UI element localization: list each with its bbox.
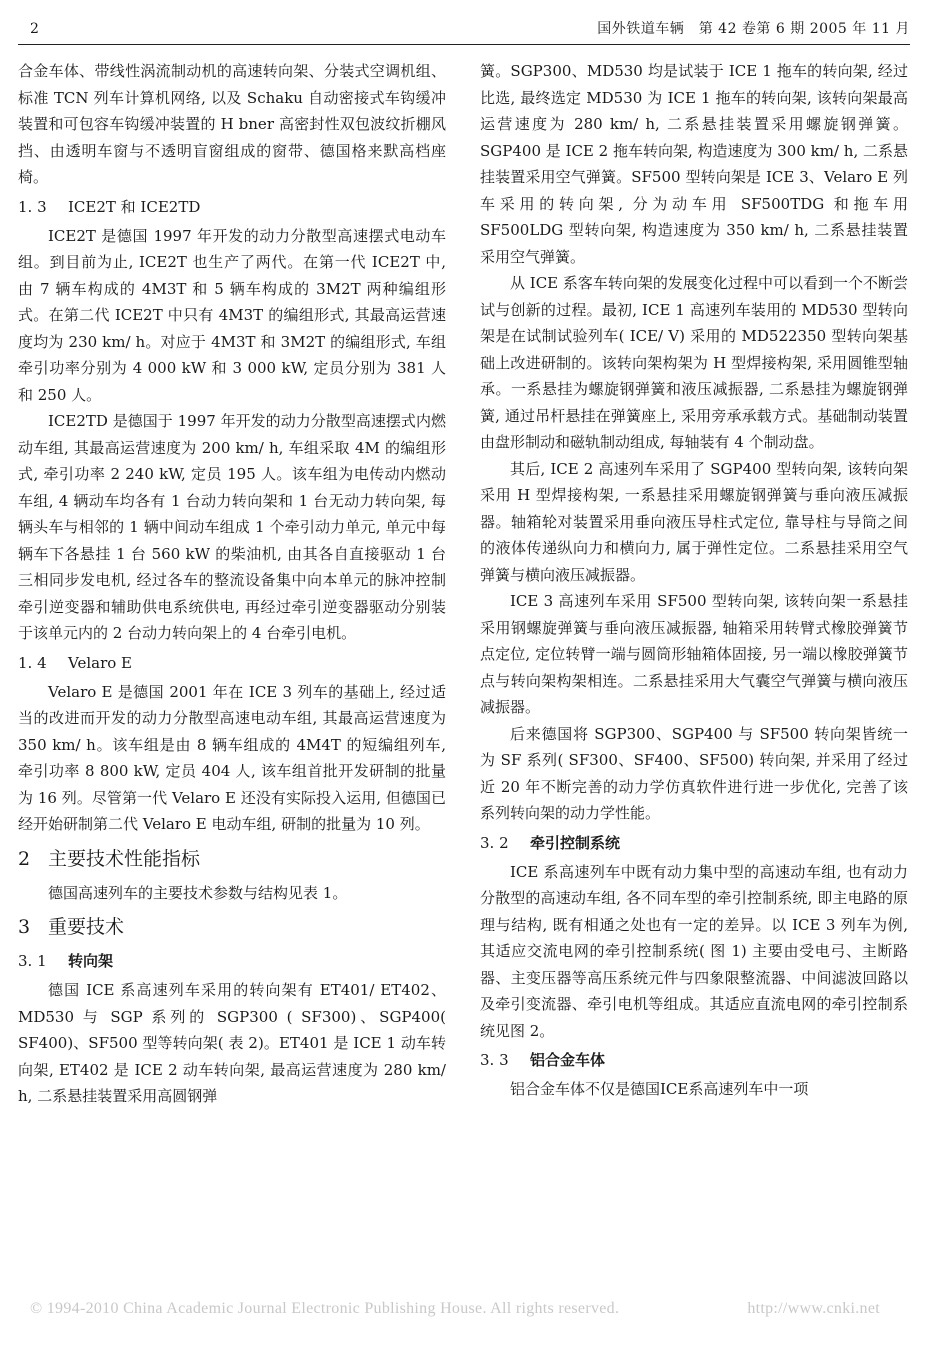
section-heading-1-3 — [18, 194, 446, 220]
section-heading-3 — [18, 912, 446, 942]
section-number: 2 — [18, 847, 31, 870]
section-title: Velaro E — [68, 653, 132, 672]
paragraph-sf-series: 后来德国将 SGP300、SGP400 与 SF500 转向架皆统一为 SF 系列( SF300、SF400、SF500) 转向架, 并采用了经过近 20 年不断完善的动力学仿真软件进行进一步优化, 完善了该系列转向架的动力学性能。 — [480, 724, 908, 822]
paragraph-sf500: ICE 3 高速列车采用 SF500 型转向架, 该转向架一系悬挂采用钢螺旋弹簧与垂向液压减振器, 轴箱采用转臂式橡胶弹簧节点定位, 定位转臂一端与圆筒形轴箱体固接, 另一端以橡胶弹簧节点与转向架构架相连。二系悬挂采用大气囊空气弹簧与横向液压减振器。 — [480, 592, 908, 716]
section-number: 1. 4 — [18, 653, 47, 672]
paragraph-traction-control: ICE 系高速列车中既有动力集中型的高速动车组, 也有动力分散型的高速动车组, 各不同车型的牵引控制系统, 即主电路的原理与结构, 既有相通之处也有一定的差异。以 ICE 3 列车为例, 其适应交流电网的牵引控制系统( 图 1) 主要由受电弓、主断路器、主变压器等高压系统元件与四象限整流器、中间滤波回路以及牵引变流器、牵引电机等组成。其适应直流电网的牵引控制系统见图 2。 — [480, 862, 908, 1040]
section-title: 主要技术性能指标 — [48, 847, 201, 870]
journal-running-title: 国外铁道车辆 第 42 卷第 6 期 2005 年 11 月 — [597, 21, 910, 37]
paragraph-ice2td: ICE2TD 是德国于 1997 年开发的动力分散型高速摆式内燃动车组, 其最高运营速度为 200 km/ h, 车组采取 4M 的编组形式, 牵引功率 2 240 kW, 定员 195 人。该车组为电传动内燃动车组, 4 辆动车均各有 1 台动力转向架和 1 台无动力转向架, 每辆头车与相邻的 1 辆中间动车组成 1 个牵引动力单元, 单元中每辆车下各悬挂 1 台 560 kW 的柴油机, 由其各自直接驱动 1 台三相同步发电机, 经过各车的整流设备集中向本单元的脉冲控制牵引逆变器和辅助供电系统供电, 再经过牵引逆变器驱动分别装于该单元内的 2 台动力转向架上的 4 台牵引电机。 — [18, 412, 446, 642]
section-title: 铝合金车体 — [530, 1051, 606, 1069]
paragraph-bogie-evolution: 从 ICE 系客车转向架的发展变化过程中可以看到一个不断尝试与创新的过程。最初, ICE 1 高速列车装用的 MD530 型转向架是在试制试验列车( ICE/ V) 采用的 MD522350 型转向架基础上改进研制的。该转向架构架为 H 型焊接构架, 采用圆锥型轴承。一系悬挂为螺旋钢弹簧和液压减振器, 二系悬挂为螺旋钢弹簧, 通过吊杆悬挂在弹簧座上, 采用旁承承载方式。基础制动装置由盘形制动和磁轨制动组成, 每轴装有 4 个制动盘。 — [480, 274, 908, 451]
paragraph-ice2t: ICE2T 是德国 1997 年开发的动力分散型高速摆式电动车组。到目前为止, ICE2T 也生产了两代。在第一代 ICE2T 中, 由 7 辆车构成的 4M3T 和 5 辆车构成的 3M2T 两种编组形式。在第二代 ICE2T 中只有 4M3T 的编组形式, 其最高运营速度均为 230 km/ h。对应于 4M3T 和 3M2T 的编组形式, 车组牵引功率分别为 4 000 kW 和 3 000 kW, 定员分别为 381 人和 250 人。 — [18, 226, 446, 404]
right-column — [480, 58, 908, 1103]
section-title: 转向架 — [68, 952, 114, 970]
section-heading-3-2 — [480, 830, 908, 856]
section-heading-3-1 — [18, 948, 446, 974]
paragraph-bogie: 德国 ICE 系高速列车采用的转向架有 ET401/ ET402、MD530 与 SGP 系列的 SGP300 ( SF300)、SGP400( SF400)、SF500 型等转向架( 表 2)。ET401 是 ICE 1 动车转向架, ET402 是 ICE 2 动车转向架, 最高运营速度为 280 km/ h, 二系悬挂装置采用高圆钢弹 — [18, 981, 446, 1105]
paragraph-aluminum-body: 铝合金车体不仅是德国ICE系高速列车中一项 — [510, 1080, 809, 1098]
section-heading-3-3 — [480, 1047, 908, 1073]
section-title: 牵引控制系统 — [530, 833, 621, 852]
paragraph-sgp400: 其后, ICE 2 高速列车采用了 SGP400 型转向架, 该转向架采用 H 型焊接构架, 一系悬挂采用螺旋钢弹簧与垂向液压减振器。轴箱轮对装置采用垂向液压导柱式定位, 靠导柱与导筒之间的液体传递纵向力和横向力, 属于弹性定位。二系悬挂采用空气弹簧与横向液压减振器。 — [480, 459, 908, 584]
section-number: 3. 3 — [480, 1051, 509, 1069]
page-header — [18, 14, 910, 45]
copyright-text: © 1994-2010 China Academic Journal Electronic Publishing House. All rights reserved. — [30, 1300, 620, 1317]
section-number: 1. 3 — [18, 197, 47, 216]
section-title: ICE2T 和 ICE2TD — [68, 197, 201, 216]
section-number: 3 — [18, 916, 31, 938]
section-heading-1-4 — [18, 650, 446, 676]
paragraph-performance: 德国高速列车的主要技术参数与结构见表 1。 — [48, 883, 348, 902]
paragraph-velaro-e: Velaro E 是德国 2001 年在 ICE 3 列车的基础上, 经过适当的改进而开发的动力分散型高速电动车组, 其最高运营速度为 350 km/ h。该车组是由 8 辆车组成的 4M4T 的短编组列车, 牵引功率 8 800 kW, 定员 404 人, 该车组首批开发研制的批量为 16 列。尽管第一代 Velaro E 还没有实际投入运用, 但德国已经开始研制第二代 Velaro E 电动车组, 研制的批量为 10 列。 — [18, 682, 446, 833]
section-number: 3. 2 — [480, 833, 509, 852]
footer-url: http://www.cnki.net — [747, 1300, 880, 1317]
section-heading-2 — [18, 844, 446, 874]
section-number: 3. 1 — [18, 952, 47, 970]
paragraph-bogie-continued: 簧。SGP300、MD530 均是试装于 ICE 1 拖车的转向架, 经过比选, 最终选定 MD530 为 ICE 1 拖车的转向架, 该转向架最高运营速度为 280 km/ h, 二系悬挂装置采用螺旋钢弹簧。SGP400 是 ICE 2 拖车转向架, 构造速度为 300 km/ h, 二系悬挂装置采用空气弹簧。SF500 型转向架是 ICE 3、Velaro E 列车采用的转向架, 分为动车用 SF500TDG 和拖车用 SF500LDG 型转向架, 构造速度为 350 km/ h, 二系悬挂装置采用空气弹簧。 — [480, 62, 908, 266]
page-number: 2 — [30, 21, 39, 37]
copyright-footer — [30, 1300, 920, 1318]
section-title: 重要技术 — [48, 916, 125, 938]
left-column — [18, 58, 446, 1110]
paragraph-intro-continued: 合金车体、带线性涡流制动机的高速转向架、分装式空调机组、标准 TCN 列车计算机网络, 以及 Schaku 自动密接式车钩缓冲装置和可包容车钩缓冲装置的 H bner 高密封性双包波纹折棚风挡、由透明车窗与不透明盲窗组成的窗带、德国格来默高档座椅。 — [18, 62, 446, 186]
